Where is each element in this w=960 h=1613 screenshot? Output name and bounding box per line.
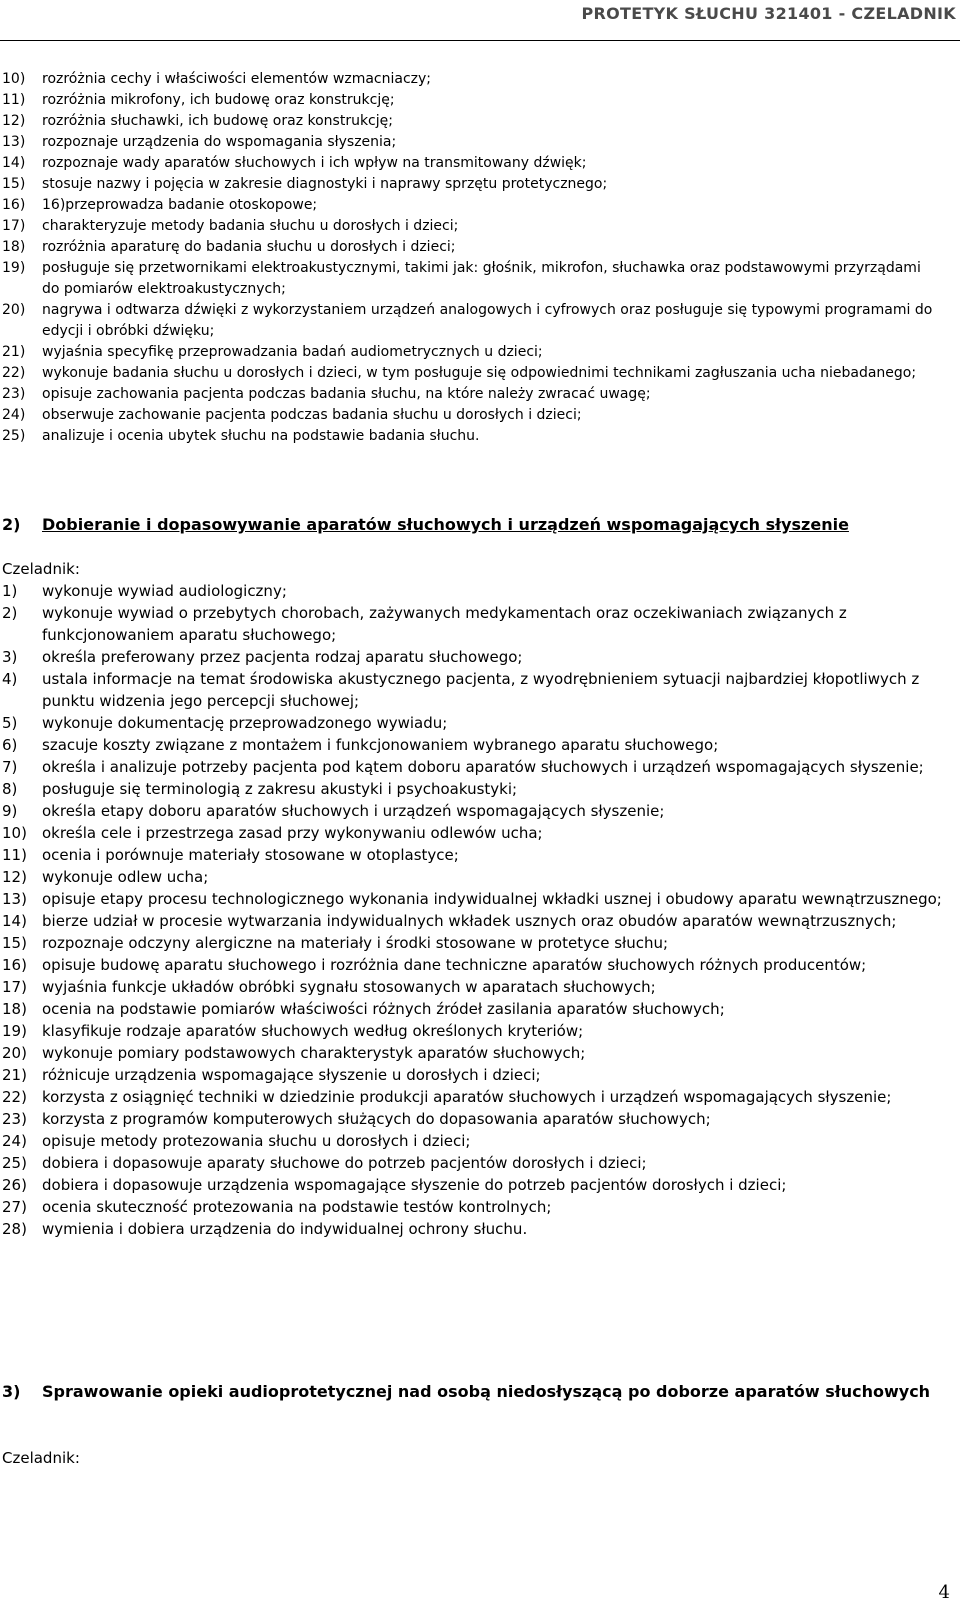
- item-text: ustala informacje na temat środowiska akustycznego pacjenta, z wyodrębnieniem sytuacji najbardziej kłopotliwych z punktu widzenia jego percepcji słuchowej;: [42, 670, 920, 710]
- item-number: 21): [2, 1066, 27, 1084]
- item-number: 16): [2, 197, 26, 213]
- item-number: 23): [2, 386, 26, 402]
- list-item: [2, 932, 942, 954]
- item-text: wyjaśnia funkcje układów obróbki sygnału stosowanych w aparatach słuchowych;: [42, 978, 656, 996]
- item-number: 13): [2, 134, 26, 150]
- item-text: określa cele i przestrzega zasad przy wykonywaniu odlewów ucha;: [42, 824, 543, 842]
- section-title: Dobieranie i dopasowywanie aparatów słuchowych i urządzeń wspomagających słyszenie: [42, 515, 849, 534]
- list-item: [2, 778, 942, 800]
- list-item: [2, 216, 942, 237]
- list-item: [2, 954, 942, 976]
- list-item: [2, 866, 942, 888]
- list-section-2: [2, 580, 942, 1240]
- item-number: 20): [2, 1044, 27, 1062]
- item-number: 11): [2, 92, 26, 108]
- list-item: [2, 1108, 942, 1130]
- item-text: ocenia i porównuje materiały stosowane w otoplastyce;: [42, 846, 459, 864]
- item-text: rozróżnia aparaturę do badania słuchu u dorosłych i dzieci;: [42, 239, 456, 255]
- item-number: 20): [2, 302, 26, 318]
- list-item: [2, 258, 942, 300]
- section-number: 2): [2, 515, 21, 534]
- list-item: [2, 69, 942, 90]
- item-text: różnicuje urządzenia wspomagające słyszenie u dorosłych i dzieci;: [42, 1066, 541, 1084]
- item-number: 22): [2, 365, 26, 381]
- item-number: 18): [2, 1000, 27, 1018]
- item-number: 15): [2, 176, 26, 192]
- item-number: 10): [2, 824, 27, 842]
- list-item: [2, 300, 942, 342]
- item-text: ocenia skuteczność protezowania na podstawie testów kontrolnych;: [42, 1198, 552, 1216]
- list-item: [2, 844, 942, 866]
- item-number: 1): [2, 582, 18, 600]
- item-number: 14): [2, 912, 27, 930]
- item-number: 2): [2, 604, 18, 622]
- item-text: korzysta z osiągnięć techniki w dziedzinie produkcji aparatów słuchowych i urządzeń wspomagających słyszenie;: [42, 1088, 892, 1106]
- item-text: wymienia i dobiera urządzenia do indywidualnej ochrony słuchu.: [42, 1220, 528, 1238]
- section-number: 3): [2, 1382, 21, 1401]
- list-item: [2, 1042, 942, 1064]
- item-text: rozróżnia słuchawki, ich budowę oraz konstrukcję;: [42, 113, 393, 129]
- item-text: wyjaśnia specyfikę przeprowadzania badań audiometrycznych u dzieci;: [42, 344, 543, 360]
- item-text: opisuje zachowania pacjenta podczas badania słuchu, na które należy zwracać uwagę;: [42, 386, 651, 402]
- section-heading-2: [2, 514, 942, 536]
- item-text: obserwuje zachowanie pacjenta podczas badania słuchu u dorosłych i dzieci;: [42, 407, 582, 423]
- czeladnik-label: Czeladnik:: [2, 1449, 80, 1467]
- section-heading-3: [2, 1381, 942, 1403]
- list-item: [2, 405, 942, 426]
- item-number: 27): [2, 1198, 27, 1216]
- list-item: [2, 822, 942, 844]
- list-item: [2, 237, 942, 258]
- item-text: posługuje się terminologią z zakresu akustyki i psychoakustyki;: [42, 780, 518, 798]
- item-text: wykonuje wywiad o przebytych chorobach, zażywanych medykamentach oraz oczekiwaniach związanych z funkcjonowaniem aparatu słuchowego;: [42, 604, 847, 644]
- item-text: określa preferowany przez pacjenta rodzaj aparatu słuchowego;: [42, 648, 523, 666]
- item-number: 15): [2, 934, 27, 952]
- list-item: [2, 1130, 942, 1152]
- item-text: rozróżnia cechy i właściwości elementów wzmacniaczy;: [42, 71, 432, 87]
- item-text: nagrywa i odtwarza dźwięki z wykorzystaniem urządzeń analogowych i cyfrowych oraz posługuje się typowymi programami do edycji i obróbki dźwięku;: [42, 302, 933, 339]
- item-text: dobiera i dopasowuje urządzenia wspomagające słyszenie do potrzeb pacjentów dorosłych i dzieci;: [42, 1176, 787, 1194]
- item-number: 22): [2, 1088, 27, 1106]
- list-item: [2, 712, 942, 734]
- item-text: opisuje etapy procesu technologicznego wykonania indywidualnej wkładki usznej i obudowy aparatu wewnątrzusznego;: [42, 890, 942, 908]
- item-text: wykonuje pomiary podstawowych charakterystyk aparatów słuchowych;: [42, 1044, 586, 1062]
- item-text: korzysta z programów komputerowych służących do dopasowania aparatów słuchowych;: [42, 1110, 711, 1128]
- item-number: 25): [2, 428, 26, 444]
- page-number: 4: [938, 1582, 950, 1603]
- item-number: 19): [2, 1022, 27, 1040]
- list-item: [2, 384, 942, 405]
- item-number: 13): [2, 890, 27, 908]
- list-item: [2, 646, 942, 668]
- list-item: [2, 342, 942, 363]
- item-number: 24): [2, 1132, 27, 1150]
- item-text: rozpoznaje odczyny alergiczne na materiały i środki stosowane w protetyce słuchu;: [42, 934, 669, 952]
- item-number: 25): [2, 1154, 27, 1172]
- list-item: [2, 668, 942, 712]
- item-number: 19): [2, 260, 26, 276]
- item-number: 18): [2, 239, 26, 255]
- list-item: [2, 1086, 942, 1108]
- item-number: 7): [2, 758, 18, 776]
- list-item: [2, 998, 942, 1020]
- list-item: [2, 756, 942, 778]
- list-item: [2, 426, 942, 447]
- item-text: rozpoznaje wady aparatów słuchowych i ich wpływ na transmitowany dźwięk;: [42, 155, 587, 171]
- item-text: stosuje nazwy i pojęcia w zakresie diagnostyki i naprawy sprzętu protetycznego;: [42, 176, 608, 192]
- list-item: [2, 976, 942, 998]
- item-number: 9): [2, 802, 18, 820]
- list-item: [2, 195, 942, 216]
- item-text: wykonuje odlew ucha;: [42, 868, 209, 886]
- item-text: charakteryzuje metody badania słuchu u dorosłych i dzieci;: [42, 218, 459, 234]
- item-number: 14): [2, 155, 26, 171]
- item-text: opisuje metody protezowania słuchu u dorosłych i dzieci;: [42, 1132, 471, 1150]
- item-text: klasyfikuje rodzaje aparatów słuchowych według określonych kryteriów;: [42, 1022, 584, 1040]
- item-text: szacuje koszty związane z montażem i funkcjonowaniem wybranego aparatu słuchowego;: [42, 736, 719, 754]
- list-item: [2, 363, 942, 384]
- item-number: 12): [2, 868, 27, 886]
- list-item: [2, 1152, 942, 1174]
- item-number: 24): [2, 407, 26, 423]
- item-text: wykonuje badania słuchu u dorosłych i dzieci, w tym posługuje się odpowiednimi technikami zagłuszania ucha niebadanego;: [42, 365, 917, 381]
- item-number: 21): [2, 344, 26, 360]
- item-number: 10): [2, 71, 26, 87]
- list-item: [2, 111, 942, 132]
- item-number: 17): [2, 978, 27, 996]
- item-number: 11): [2, 846, 27, 864]
- item-text: analizuje i ocenia ubytek słuchu na podstawie badania słuchu.: [42, 428, 480, 444]
- list-item: [2, 602, 942, 646]
- list-continued: [2, 69, 942, 447]
- item-number: 26): [2, 1176, 27, 1194]
- item-text: 16)przeprowadza badanie otoskopowe;: [42, 197, 318, 213]
- item-number: 17): [2, 218, 26, 234]
- item-text: bierze udział w procesie wytwarzania indywidualnych wkładek usznych oraz obudów aparatów wewnątrzusznych;: [42, 912, 897, 930]
- list-item: [2, 132, 942, 153]
- header-title: PROTETYK SŁUCHU 321401 - CZELADNIK: [581, 4, 956, 23]
- item-number: 23): [2, 1110, 27, 1128]
- list-item: [2, 888, 942, 910]
- list-item: [2, 910, 942, 932]
- item-number: 8): [2, 780, 18, 798]
- item-text: określa i analizuje potrzeby pacjenta pod kątem doboru aparatów słuchowych i urządzeń wspomagających słyszenie;: [42, 758, 924, 776]
- list-item: [2, 1064, 942, 1086]
- item-text: opisuje budowę aparatu słuchowego i rozróżnia dane techniczne aparatów słuchowych różnych producentów;: [42, 956, 867, 974]
- item-number: 16): [2, 956, 27, 974]
- list-item: [2, 800, 942, 822]
- item-text: dobiera i dopasowuje aparaty słuchowe do potrzeb pacjentów dorosłych i dzieci;: [42, 1154, 647, 1172]
- list-item: [2, 1174, 942, 1196]
- item-text: wykonuje wywiad audiologiczny;: [42, 582, 287, 600]
- item-text: rozróżnia mikrofony, ich budowę oraz konstrukcję;: [42, 92, 395, 108]
- item-number: 3): [2, 648, 18, 666]
- item-text: posługuje się przetwornikami elektroakustycznymi, takimi jak: głośnik, mikrofon, słuchawka oraz podstawowymi przyrządami do pomiarów elektroakustycznych;: [42, 260, 921, 297]
- list-item: [2, 174, 942, 195]
- list-item: [2, 1218, 942, 1240]
- section-title: Sprawowanie opieki audioprotetycznej nad osobą niedosłyszącą po doborze aparatów słuchowych: [42, 1382, 931, 1401]
- item-number: 28): [2, 1220, 27, 1238]
- list-item: [2, 580, 942, 602]
- list-item: [2, 153, 942, 174]
- czeladnik-label: Czeladnik:: [2, 560, 80, 578]
- item-number: 12): [2, 113, 26, 129]
- item-number: 4): [2, 670, 18, 688]
- item-number: 6): [2, 736, 18, 754]
- list-item: [2, 1196, 942, 1218]
- list-item: [2, 734, 942, 756]
- item-text: rozpoznaje urządzenia do wspomagania słyszenia;: [42, 134, 397, 150]
- item-text: ocenia na podstawie pomiarów właściwości różnych źródeł zasilania aparatów słuchowych;: [42, 1000, 725, 1018]
- item-text: określa etapy doboru aparatów słuchowych i urządzeń wspomagających słyszenie;: [42, 802, 665, 820]
- item-text: wykonuje dokumentację przeprowadzonego wywiadu;: [42, 714, 448, 732]
- list-item: [2, 90, 942, 111]
- page-header: [0, 0, 960, 41]
- list-item: [2, 1020, 942, 1042]
- item-number: 5): [2, 714, 18, 732]
